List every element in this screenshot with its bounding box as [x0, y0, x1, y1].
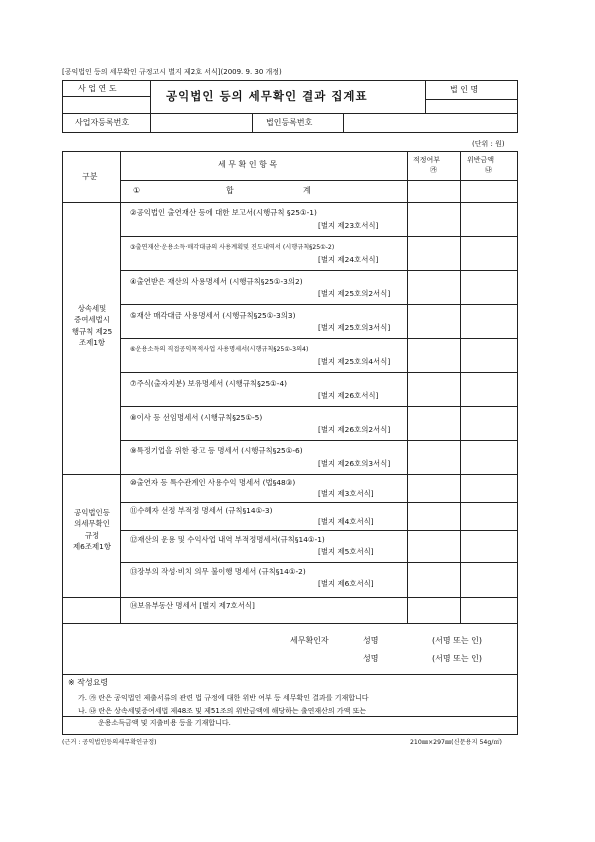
name-label-1: 성명 — [363, 636, 379, 645]
footer-basis: (근거 : 공익법인등의세무확인규정) — [62, 739, 157, 746]
instruction-b-line2: 운용소득금액 및 지출비용 등을 기재합니다. — [98, 719, 231, 727]
item-row-4-title: ④출연받은 재산의 사용명세서 (시행규칙§25①-3의2) — [130, 277, 303, 286]
instruction-a: 가. ㉮ 란은 공익법인 제출서류의 관련 법 규정에 대한 위반 여부 등 세무확인 결과를 기재합니다 — [78, 694, 369, 702]
footer-paper-spec: 210㎜×297㎜(신문용지 54g/㎡) — [410, 739, 502, 746]
item-row-9-title: ⑨특정기업을 위한 광고 등 명세서 (시행규칙§25①-6) — [130, 446, 303, 455]
item-row-4-form: [별지 제25호의2서식] — [318, 289, 391, 298]
item-row-8-title: ⑧이사 등 선임명세서 (시행규칙§25①-5) — [130, 413, 263, 422]
item-row-10-form: [별지 제3호서식] — [318, 489, 374, 498]
signature-placeholder-2: (서명 또는 인) — [432, 654, 482, 663]
instruction-b-line1: 나. ㉯ 란은 상속세및증여세법 제48조 및 제51조의 위반금액에 해당하는 출연재산의 가액 또는 — [78, 707, 367, 715]
category-column-header: 구분 — [82, 172, 98, 181]
group-label-tax-review-rules: 공익법인등 의세무확인 규정 제6조제1항 — [73, 508, 111, 552]
proper-column-header: 적정여부 — [413, 156, 441, 164]
item-row-9-form: [별지 제26호의3서식] — [318, 459, 391, 468]
unit-label: (단위 : 원) — [472, 140, 505, 148]
item-row-13-form: [별지 제6호서식] — [318, 579, 374, 588]
item-row-12-title: ⑫재산의 운용 및 수익사업 내역 부적정명세서(규칙§14①-1) — [130, 535, 325, 544]
notes-bottom-border — [62, 734, 518, 735]
item-row-11-form: [별지 제4호서식] — [318, 517, 374, 526]
corp-reg-number-label: 법인등록번호 — [266, 118, 313, 127]
item-row-7-form: [별지 제26호서식] — [318, 391, 379, 400]
item-row-5-form: [별지 제25호의3서식] — [318, 323, 391, 332]
item-row-11-title: ⑪수혜자 선정 부적정 명세서 (규칙§14①-3) — [130, 506, 273, 515]
item-row-6-title: ⑥운용소득의 직접공익목적사업 사용명세서(시행규칙§25①-3의4) — [130, 346, 309, 353]
item-row-3-title: ③출연재산·운용소득·매각대금의 사용계획및 진도내역서 (시행규칙§25①-2) — [130, 244, 335, 251]
item-row-7-title: ⑦주식(출자지분) 보유명세서 (시행규칙§25①-4) — [130, 379, 288, 388]
group-label-inheritance-tax: 상속세및 증여세법시 행규칙 제25 조제1항 — [71, 304, 113, 348]
corp-name-label: 법 인 명 — [450, 85, 479, 94]
violation-column-header: 위반금액 — [467, 156, 495, 164]
name-label-2: 성명 — [363, 654, 379, 663]
item-row-5-title: ⑤재산 매각대금 사용명세서 (시행규칙§25①-3의3) — [130, 311, 296, 320]
items-column-header: 세 무 확 인 항 목 — [218, 160, 278, 169]
signature-placeholder-1: (서명 또는 인) — [432, 636, 482, 645]
biz-reg-number-label: 사업자등록번호 — [75, 118, 130, 127]
item-row-8-form: [별지 제26호의2서식] — [318, 425, 391, 434]
violation-column-mark: ㉯ — [485, 166, 492, 174]
item-row-12-form: [별지 제5호서식] — [318, 547, 374, 556]
form-title: 공익법인 등의 세무확인 결과 집계표 — [166, 89, 368, 103]
total-row-label-a: 합 — [226, 186, 234, 195]
instructions-heading: ※ 작성요령 — [68, 678, 109, 687]
total-row-label-b: 계 — [303, 186, 311, 195]
item-row-14-title: ⑭보유부동산 명세서 [별지 제7호서식] — [130, 601, 255, 610]
item-row-6-form: [별지 제25호의4서식] — [318, 357, 391, 366]
item-row-2-form: [별지 제23호서식] — [318, 221, 379, 230]
total-row-number: ① — [133, 186, 141, 195]
item-row-10-title: ⑩출연자 등 특수관계인 사용수익 명세서 (법§48③) — [130, 478, 296, 487]
item-row-13-title: ⑬장부의 작성·비치 의무 불이행 명세서 (규칙§14①-2) — [130, 567, 306, 576]
fiscal-year-label: 사 업 연 도 — [78, 84, 117, 93]
item-row-3-form: [별지 제24호서식] — [318, 255, 379, 264]
proper-column-mark: ㉮ — [430, 166, 437, 174]
form-reference-note: [공익법인 등의 세무확인 규정고시 별지 제2호 서식](2009. 9. 30 개정) — [62, 68, 282, 76]
item-row-2-title: ②공익법인 출연재산 등에 대한 보고서(시행규칙 §25①-1) — [130, 208, 317, 217]
tax-reviewer-label: 세무확인자 — [290, 636, 329, 645]
